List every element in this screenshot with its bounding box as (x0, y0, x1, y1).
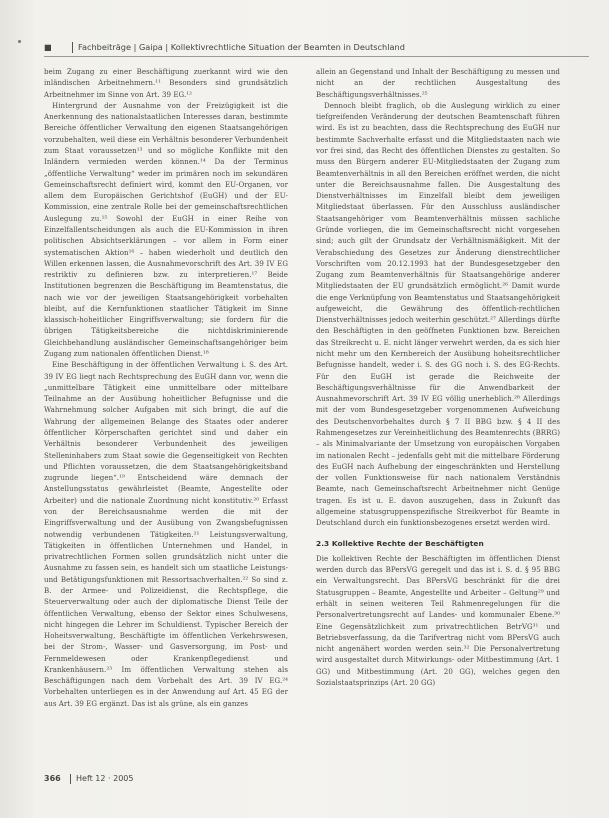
footer-divider (70, 774, 71, 784)
page-number: 366 (44, 774, 61, 783)
issue-label: Heft 12 · 2005 (76, 774, 134, 783)
paragraph: Dennoch bleibt fraglich, ob die Auslegung wirklich zu einer tiefgreifenden Veränderung der deutschen Beamtenschaft führen wird. Es ist zu beachten, dass die Rechtsprechung des EuGH nur bestimmte Sachverhalte erfasst und die Mitgliedstaaten nach wie vor frei sind, das Recht des öffentlichen Dienstes zu gestalten. So muss den Bürgern anderer EU-Mitgliedstaaten der Zugang zum Beamtenverhältnis in all den Bereichen eröffnet werden, die nicht unter die Bereichsausnahme fallen. Die Ausgestaltung des Dienstverhältnisses im Einzelfall bleibt dem jeweiligen Mitgliedstaat überlassen. Für den Ausschluss ausländischer Staatsangehöriger vom Beamtenverhältnis müssen sachliche Gründe vorliegen, die im Gemeinschaftsrecht nicht vorgesehen sind; auch gilt der Grundsatz der Verhältnismäßigkeit. Mit der Verabschiedung des Gesetzes zur Änderung dienstrechtlicher Vorschriften vom 20.12.1993 hat der Bundesgesetzgeber den Zugang zum Beamtenverhältnis für Staatsangehörige anderer Mitgliedstaaten der EU grundsätzlich ermöglicht.²⁶ Damit wurde die enge Verknüpfung von Beamtenstatus und Staatsangehörigkeit aufgeweicht, die Gewährung des öffentlich-rechtlichen Dienstverhältnisses jedoch weiterhin geschützt.²⁷ Allerdings dürfte den Beschäftigten in den geöffneten Funktionen bzw. Bereichen das Streikrecht u. E. nicht länger verwehrt werden, da es sich hier nicht mehr um den Kernbereich der Ausübung hoheitsrechtlicher Befugnisse handelt, weder i. S. des GG noch i. S. des EG-Rechts. Für den EuGH ist gerade die Reichweite der Beschäftigungsverhältnisse für die Anwendbarkeit der Ausnahmevorschrift Art. 39 IV EG völlig unerheblich.²⁸ Allerdings mit der vom Bundesgesetzgeber vorgenommenen Aufweichung des Deutschenvorbehaltes durch § 7 II BBG bzw. § 4 II des Rahmengesetzes zur Vereinheitlichung des Beamtenrechts (BRRG) – als Minimalvariante der Umsetzung von europäischen Vorgaben im nationalen Recht – jedenfalls geht mit die mittelbare Förderung des EuGH nach Aufhebung der eingeschränkten und Herstellung der vollen Funktionsweise für nach nationalem Verständnis Beamte, nach Gemeinschaftsrecht Arbeitnehmer nicht Genüge tragen. Es ist u. E. davon auszugehen, dass in Zukunft das allgemeine statusgruppenspezifische Streikverbot für Beamte in Deutschland durch ein funktionsbezogenes ersetzt werden wird. (316, 100, 560, 528)
paragraph: allein an Gegenstand und Inhalt der Beschäftigung zu messen und nicht an der rechtlichen Ausgestaltung des Beschäftigungsverhältnisses.²⁵ (316, 67, 560, 99)
paragraph: beim Zugang zu einer Beschäftigung zuerkannt wird wie den inländischen Arbeitnehmern.¹¹ Besonders sind grundsätzlich Arbeitnehmer im Sinne von Art. 39 EG.¹² (44, 67, 288, 99)
running-title: Fachbeiträge | Gaipa | Kollektivrechtliche Situation der Beamten in Deutschland (78, 42, 405, 52)
paragraph: Eine Beschäftigung in der öffentlichen Verwaltung i. S. des Art. 39 IV EG liegt nach Rechtsprechung des EuGH dann vor, wenn die „unmittelbare Tätigkeit eine unmittelbare oder mittelbare Teilnahme an der Ausübung hoheitlicher Befugnisse und die Wahrnehmung solcher Aufgaben mit sich bringt, die auf die Wahrung der allgemeinen Belange des Staates oder anderer öffentlicher Körperschaften gerichtet sind und daher ein Verhältnis besonderer Verbundenheit des jeweiligen Stelleninhabers zum Staat sowie die Gegenseitigkeit von Rechten und Pflichten voraussetzen, die dem Staatsangehörigkeitsband zugrunde liegen“.¹⁹ Entscheidend wäre demnach der Anstellungsstatus gewährleistet (Beamte, Angestellte oder Arbeiter) und die nationale Zuordnung nicht konstitutiv.²⁰ Erfasst von der Bereichsausnahme werden die mit der Eingriffsverwaltung und der Ausübung von Zwangsbefugnissen notwendig verbundenen Tätigkeiten.²¹ Leistungsverwaltung, Tätigkeiten in öffentlichen Unternehmen und Handel, in privatrechtlichen Formen sollen grundsätzlich nicht unter die Ausnahme zu fassen sein, es handelt sich um staatliche Leistungs- und Betätigungsfunktionen mit Ressortsachverhalten.²² So sind z. B. der Armee- und Polizeidienst, die Rechtspflege, die Steuerverwaltung oder auch der diplomatische Dienst Teile der öffentlichen Verwaltung, ebenso der Sektor eines Schulwesens, nicht hingegen die Lehrer im Schuldienst. Typischer Bereich der Hoheitsverwaltung, Beschäftigte im öffentlichen Verkehrswesen, bei der Strom-, Wasser- und Gasversorgung, im Post- und Fernmeldewesen oder Krankenpflegedienst und Krankenhäusern.²³ Im öffentlichen Verwaltung stehen als Beschäftigungen nach dem Vorbehalt des Art. 39 IV EG.²⁴ Vorbehalten unterliegen es in der Anwendung auf Art. 45 EG der aus Art. 39 EG ergänzt. Das ist als grüne, als ein ganzes (44, 360, 288, 708)
section-heading: 2.3 Kollektive Rechte der Beschäftigten (316, 538, 484, 548)
left-column (44, 66, 288, 709)
running-header (44, 42, 589, 57)
header-marker: ■ (44, 42, 52, 52)
section-paragraph: Die kollektiven Rechte der Beschäftigten im öffentlichen Dienst werden durch das BPersVG geregelt und das ist i. S. d. § 95 BBG ein Verwaltungsrecht. Das BPersVG beschränkt für die drei Statusgruppen – Beamte, Angestellte und Arbeiter – Geltung²⁹ und erhält in seinen weiteren Teil Rahmenregelungen für die Personalvertretungsrecht auf Landes- und kommunaler Ebene.³⁰ Eine Gegensätzlichkeit zum privatrechtlichen BetrVG³¹ und Betriebsverfassung, da die Tarifvertrag nicht vom BPersVG auch nicht angenähert worden werden sein.³² Die Personalvertretung wird ausgestaltet durch Mitwirkungs- oder Mitbestimmung (Art. 1 GG) und Mitbestimmung (Art. 20 GG), welches gegen den Sozialstaatsprinzips (Art. 20 GG) (316, 553, 560, 687)
right-column (316, 66, 560, 688)
header-divider (72, 42, 73, 53)
paragraph: Hintergrund der Ausnahme von der Freizügigkeit ist die Anerkennung des nationalstaatlichen Interesses daran, bestimmte Bereiche öffentlicher Verwaltung den eigenen Staatsangehörigen vorzubehalten, weil diese ein Verhältnis besonderer Verbundenheit zum Staat voraussetzen¹³ und so mögliche Konflikte mit den Inländern vermieden werden können.¹⁴ Da der Terminus „öffentliche Verwaltung“ weder im primären noch im sekundären Gemeinschaftsrecht definiert wird, kommt den EU-Organen, vor allem dem Europäischen Gerichtshof (EuGH) und der EU-Kommission, eine zentrale Rolle bei der gemeinschaftsrechtlichen Auslegung zu.¹⁵ Sowohl der EuGH in einer Reihe von Einzelfallentscheidungen als auch die EU-Kommission in ihren politischen Absichtserklärungen – vor allem in Form einer systematischen Aktion¹⁶ – haben wiederholt und deutlich den Willen erkennen lassen, die Ausnahmevorschrift des Art. 39 IV EG restriktiv zu definieren bzw. zu interpretieren.¹⁷ Beide Institutionen begrenzen die Beschäftigung im Beamtenstatus, die nach wie vor der jeweiligen Staatsangehörigkeit vorbehalten bleibt, auf die Kernfunktionen staatlicher Tätigkeit im Sinne klassisch-hoheitlicher Eingriffsverwaltung; sie fordern für die übrigen Tätigkeitsbereiche die nichtdiskriminierende Gleichbehandlung ausländischer Gemeinschaftsangehöriger beim Zugang zum nationalen öffentlichen Dienst.¹⁸ (44, 100, 288, 359)
margin-marker (18, 40, 21, 43)
